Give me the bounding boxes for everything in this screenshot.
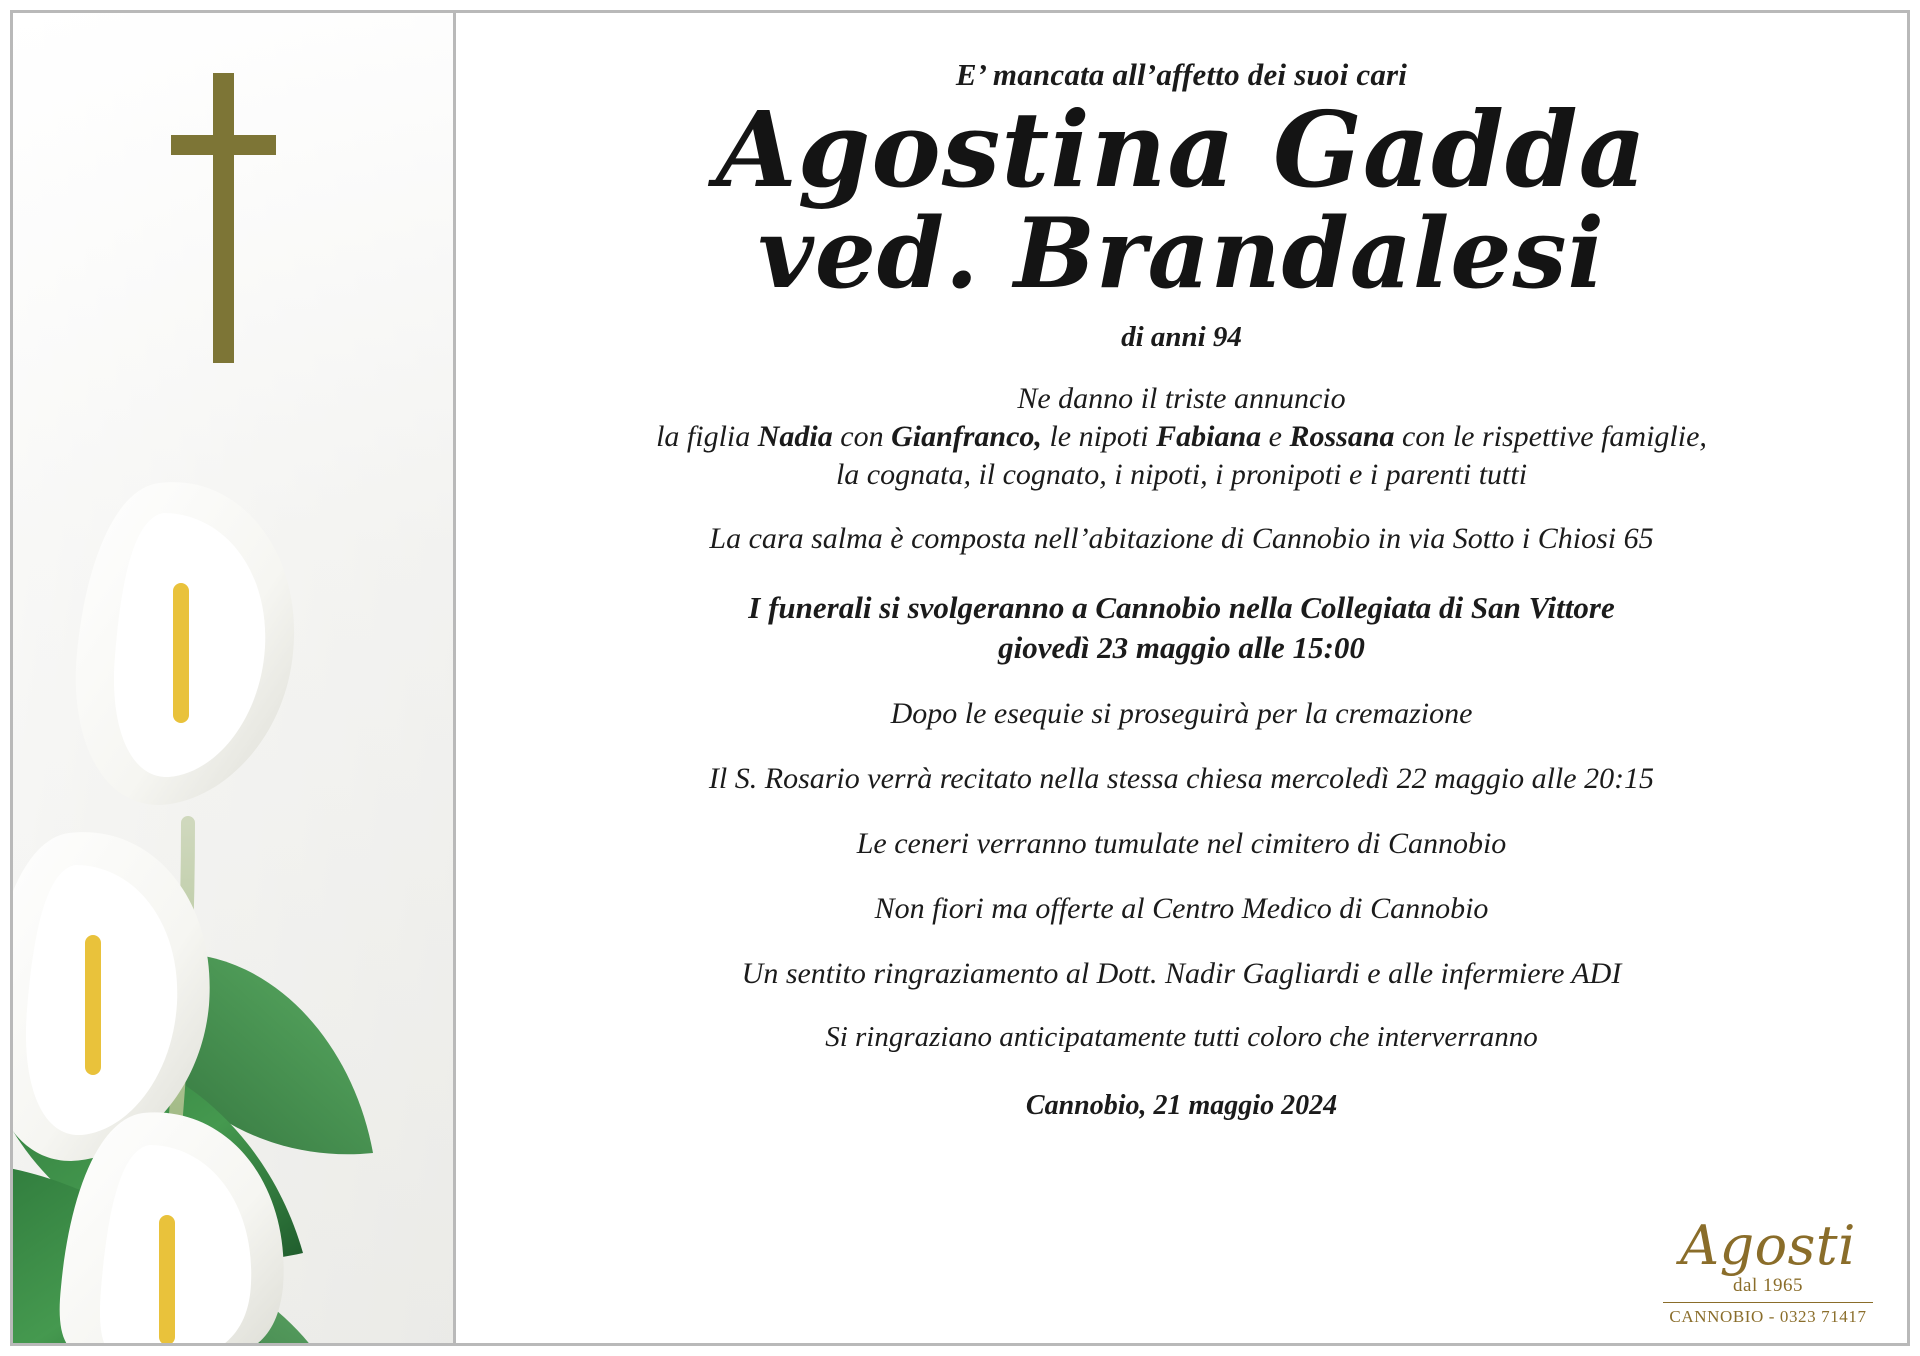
logo-contact: CANNOBIO - 0323 71417: [1669, 1307, 1867, 1326]
rosary-text: Il S. Rosario verrà recitato nella stessa chiesa mercoledì 22 maggio alle 20:15: [708, 761, 1655, 795]
decorative-left-panel: [13, 13, 453, 1343]
deceased-name: [496, 88, 1867, 310]
announcement-mid-2: le nipoti: [1041, 419, 1157, 453]
burial-text: Le ceneri verranno tumulate nel cimitero di Cannobio: [856, 826, 1507, 860]
announcement-mid-1: con: [832, 419, 892, 453]
logo-since: dal 1965: [1733, 1275, 1803, 1296]
obituary-text-panel: [453, 13, 1907, 1343]
funeral-home-logo: [1653, 1214, 1883, 1327]
announcement-line-2: [496, 418, 1867, 456]
relative-rossana: Rossana: [1289, 419, 1395, 453]
funeral-block: [496, 588, 1867, 667]
deceased-name-line-2: ved. Brandalesi: [758, 196, 1605, 310]
announcement-line-1: Ne danno il triste annuncio: [1017, 381, 1346, 415]
lead-text: E’ mancata all’affetto dei suoi cari: [955, 57, 1408, 92]
cross-icon: [163, 73, 283, 363]
relative-gianfranco: Gianfranco,: [891, 419, 1042, 453]
cremation-text: Dopo le esequie si proseguirà per la cremazione: [890, 696, 1473, 730]
calla-lily-image: [13, 353, 453, 1343]
announcement-prefix: la figlia: [656, 419, 758, 453]
funeral-line-1: I funerali si svolgeranno a Cannobio nella Collegiata di San Vittore: [748, 590, 1615, 626]
thanks-doctor-text: Un sentito ringraziamento al Dott. Nadir Gagliardi e alle infermiere ADI: [741, 956, 1622, 990]
announcement-block: [496, 380, 1867, 493]
logo-wordmark: Agosti: [1680, 1214, 1856, 1277]
relative-fabiana: Fabiana: [1156, 419, 1262, 453]
deceased-name-line-1: Agostina Gadda: [715, 88, 1648, 211]
age-text: di anni 94: [1121, 320, 1242, 353]
donations-text: Non fiori ma offerte al Centro Medico di Cannobio: [874, 891, 1489, 925]
announcement-mid-3: e: [1261, 419, 1290, 453]
funeral-line-2: giovedì 23 maggio alle 15:00: [998, 630, 1365, 666]
announcement-line-3: la cognata, il cognato, i nipoti, i pronipoti e i parenti tutti: [835, 457, 1528, 491]
announcement-suffix: con le rispettive famiglie,: [1394, 419, 1707, 453]
thanks-all-text: Si ringraziano anticipatamente tutti coloro che interverranno: [825, 1020, 1538, 1053]
place-date-text: Cannobio, 21 maggio 2024: [1025, 1090, 1338, 1122]
relative-nadia: Nadia: [757, 419, 833, 453]
logo-divider: [1663, 1302, 1873, 1303]
wake-text: La cara salma è composta nell’abitazione di Cannobio in via Sotto i Chiosi 65: [709, 522, 1654, 556]
